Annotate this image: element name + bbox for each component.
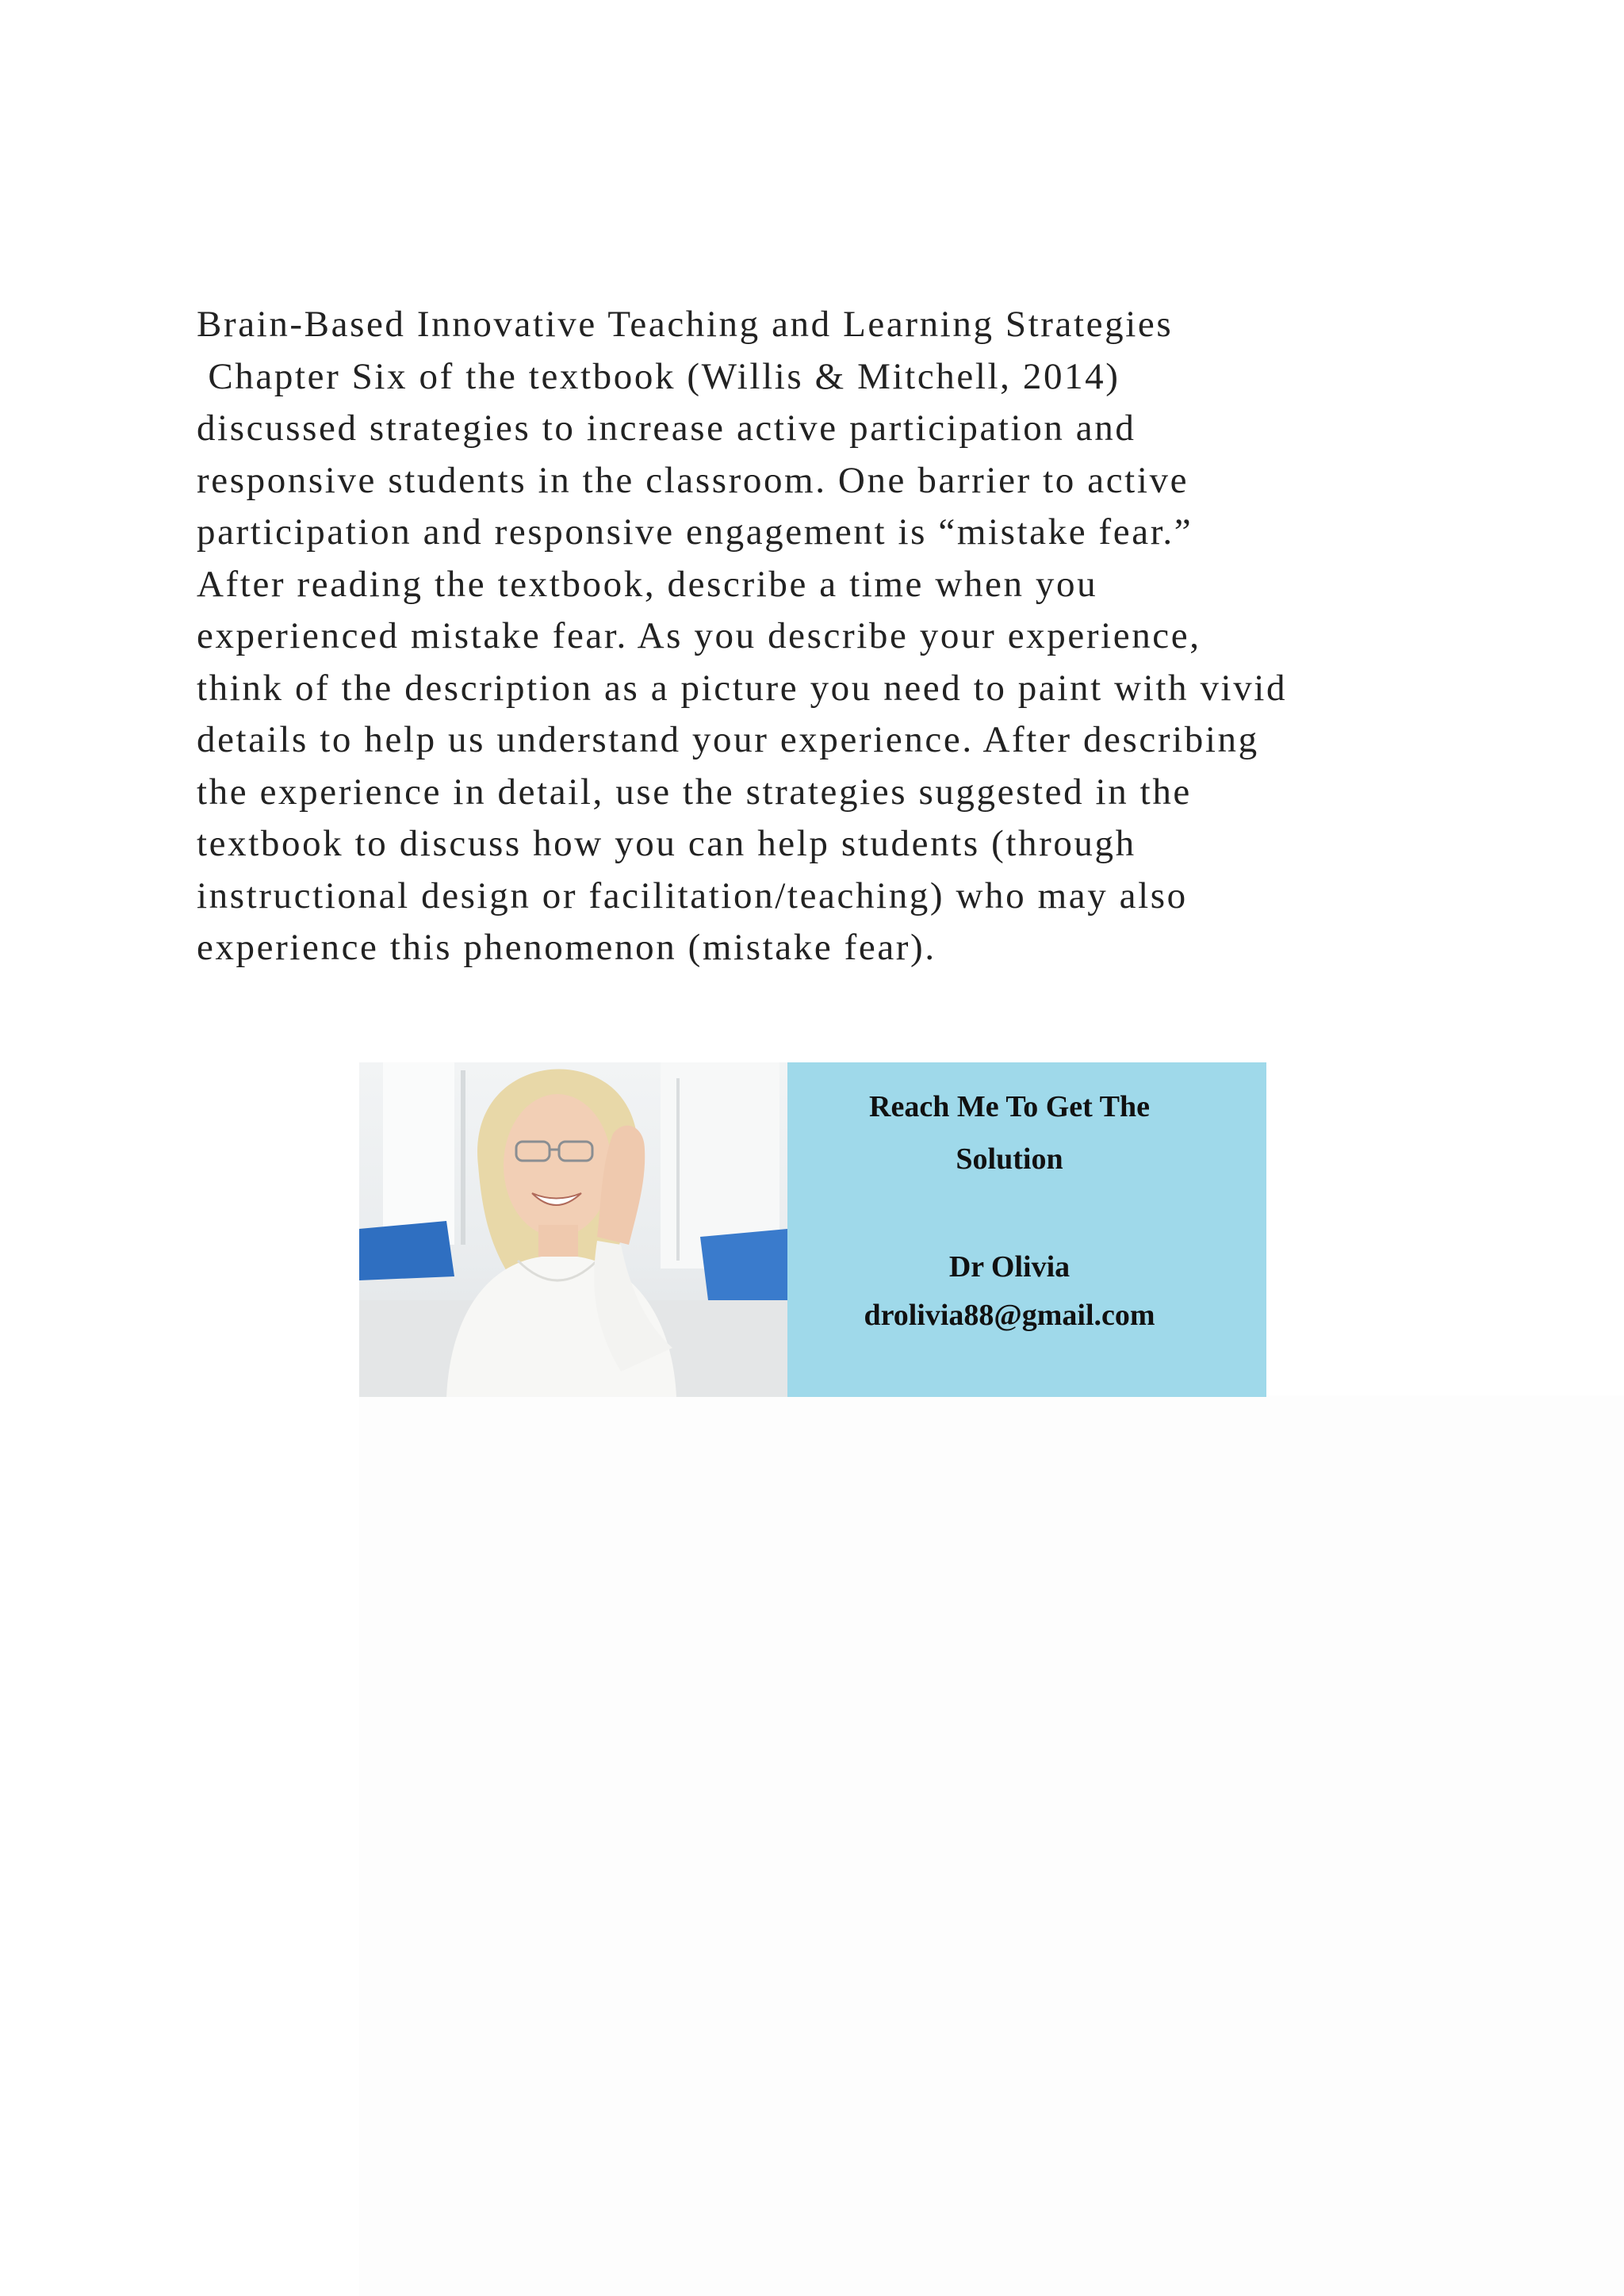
text-line: the experience in detail, use the strategies suggested in the xyxy=(197,771,1192,813)
text-line: textbook to discuss how you can help students (through xyxy=(197,823,1136,864)
text-line: experienced mistake fear. As you describe your experience, xyxy=(197,615,1201,656)
text-line: details to help us understand your experience. After describing xyxy=(197,719,1259,760)
banner-heading-line1: Reach Me To Get The xyxy=(869,1090,1150,1123)
banner-heading-line2: Solution xyxy=(956,1142,1063,1176)
text-line: Chapter Six of the textbook (Willis & Mitchell, 2014) xyxy=(197,355,1120,397)
contact-banner xyxy=(359,1062,1266,1397)
contact-email: drolivia88@gmail.com xyxy=(864,1299,1155,1332)
text-line: After reading the textbook, describe a time when you xyxy=(197,563,1098,605)
document-title-line: Brain-Based Innovative Teaching and Learning Strategies xyxy=(197,304,1174,345)
document-body-text xyxy=(197,299,1465,974)
woman-with-glasses-photo xyxy=(359,1062,787,1397)
text-line: think of the description as a picture you need to paint with vivid xyxy=(197,667,1288,709)
text-line: discussed strategies to increase active participation and xyxy=(197,408,1136,449)
text-line: experience this phenomenon (mistake fear). xyxy=(197,927,936,968)
contact-info-panel xyxy=(787,1062,1266,1397)
contact-name: Dr Olivia xyxy=(948,1250,1071,1284)
text-line: responsive students in the classroom. One barrier to active xyxy=(197,459,1189,501)
text-line: participation and responsive engagement is “mistake fear.” xyxy=(197,511,1193,553)
text-line: instructional design or facilitation/teaching) who may also xyxy=(197,874,1188,916)
faint-background-panel xyxy=(359,1395,1624,2296)
banner-photo xyxy=(359,1062,787,1397)
